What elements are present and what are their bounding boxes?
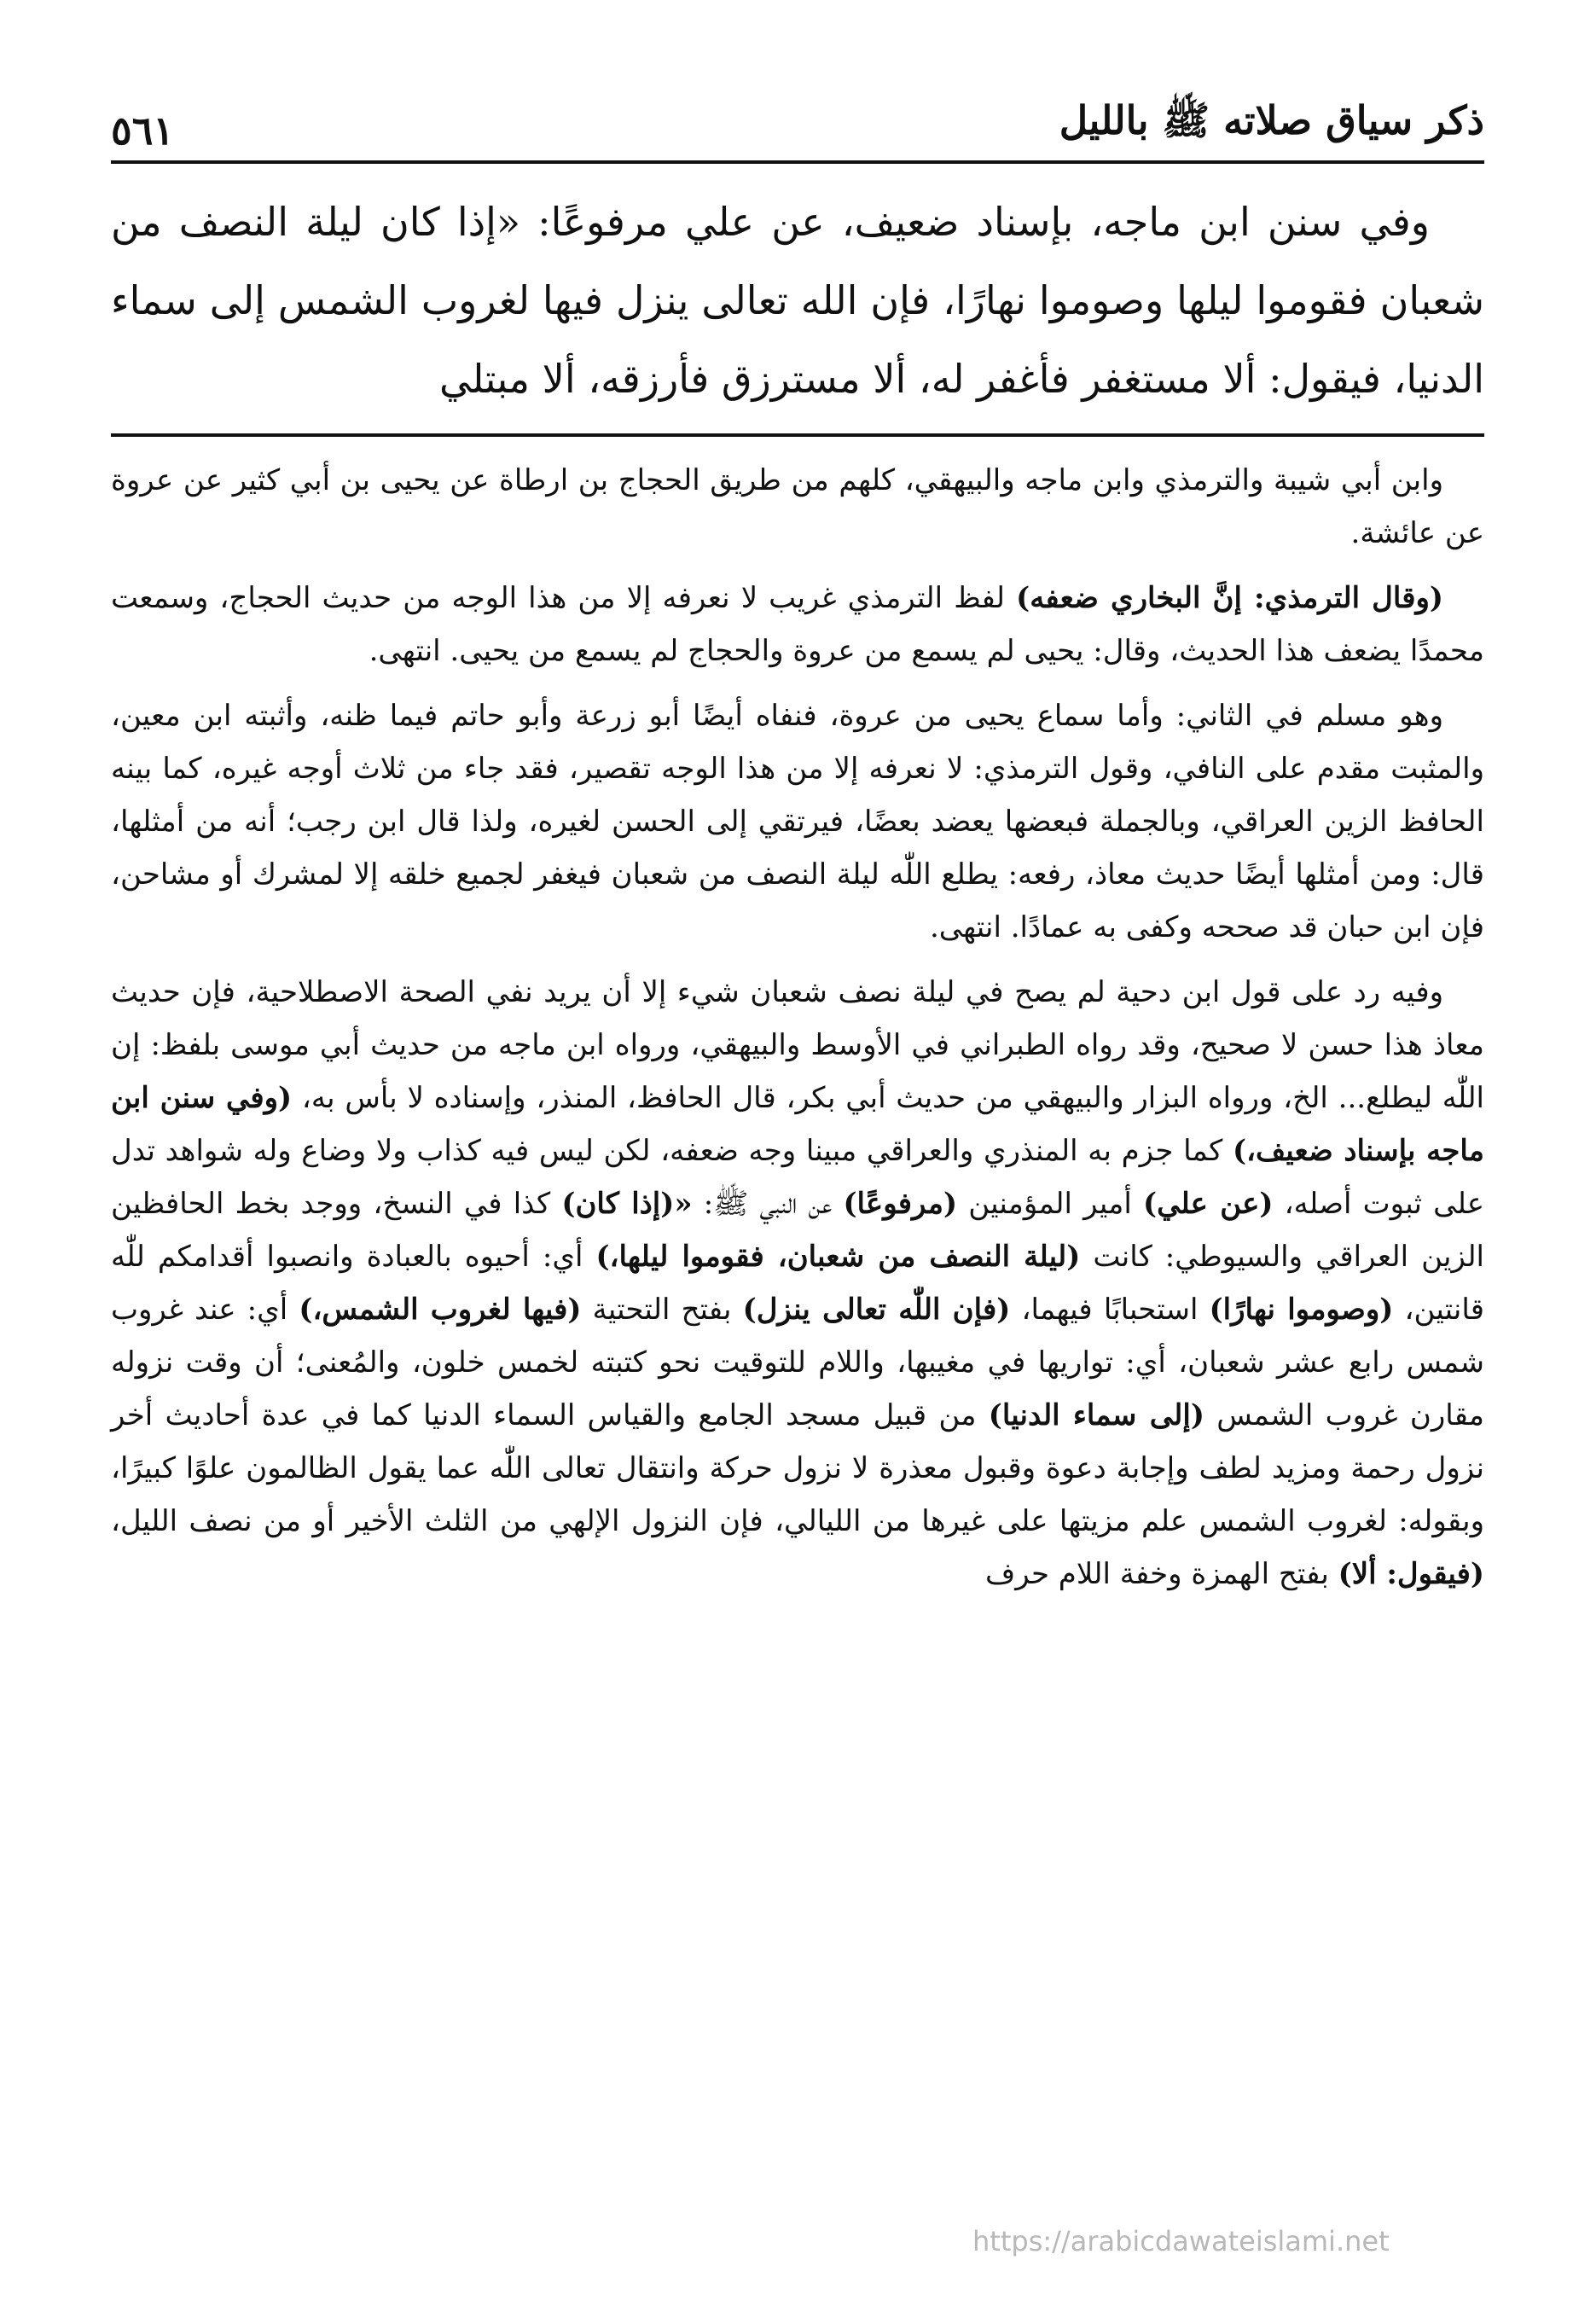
- page-number: ٥٦١: [111, 107, 175, 154]
- commentary: [111, 454, 1484, 1601]
- commentary-text: بفتح الهمزة وخفة اللام حرف: [984, 1557, 1338, 1591]
- bold-quote: (فيقول: ألا): [1338, 1557, 1484, 1591]
- bold-quote: (فيها لغروب الشمس،): [299, 1293, 582, 1327]
- commentary-text: لفظ الترمذي غريب لا نعرفه إلا من هذا الوجه من حديث الحجاج، وسمعت محمدًا يضعف هذا الحديث، وقال: يحيى لم يسمع من عروة والحجاج لم يسمع من يحيى. انتهى.: [111, 581, 1484, 668]
- page-header: [111, 77, 1484, 164]
- bold-quote: (وصوموا نهارًا): [1209, 1293, 1394, 1327]
- commentary-paragraph-3: وهو مسلم في الثاني: وأما سماع يحيى من عروة، فنفاه أيضًا أبو زرعة وأبو حاتم فيما ظنه، وأثبته ابن معين، والمثبت مقدم على النافي، وقول الترمذي: لا نعرفه إلا من هذا الوجه تقصير، فقد جاء من ثلاث أوجه غيره، كما بينه الحافظ الزين العراقي، وبالجملة فبعضها يعضد بعضًا، فيرتقي إلى الحسن لغيره، ولذا قال ابن رجب؛ أنه من أمثلها، قال: ومن أمثلها أيضًا حديث معاذ، رفعه: يطلع اللّٰه ليلة النصف من شعبان فيغفر لجميع خلقه إلا لمشرك أو مشاحن، فإن ابن حبان قد صححه وكفى به عمادًا. انتهى.: [111, 699, 1484, 944]
- bold-quote: (ليلة النصف من شعبان، فقوموا ليلها،): [595, 1240, 1081, 1274]
- commentary-text: أمير المؤمنين: [957, 1187, 1143, 1221]
- bold-quote: (إلى سماء الدنيا): [988, 1398, 1204, 1432]
- footnote-divider: [111, 433, 1484, 437]
- chapter-title: ذكر سياق صلاته ﷺ بالليل: [1059, 97, 1484, 143]
- commentary-text: وفيه رد على قول ابن دحية لم يصح في ليلة نصف شعبان شيء إلا أن يريد نفي الصحة الاصطلاحية، فإن حديث معاذ هذا حسن لا صحيح، وقد رواه الطبراني في الأوسط والبيهقي، ورواه ابن ماجه من حديث أبي موسى بلفظ: إن اللّٰه ليطلع... الخ، ورواه البزار والبيهقي من حديث أبي بكر، قال الحافظ، المنذر، وإسناده لا بأس به،: [111, 975, 1484, 1115]
- bold-quote: (فإن اللّٰه تعالى ينزل): [742, 1293, 1011, 1327]
- commentary-paragraph-4: [111, 966, 1484, 1601]
- commentary-text: أي: عند غروب شمس رابع عشر شعبان، أي: تواريها في مغيبها، واللام للتوقيت نحو كتبته لخمس خلون، والمُعنى؛ أن وقت نزوله مقارن غروب الشمس: [111, 1293, 1485, 1432]
- commentary-text: استحبابًا فيهما،: [1010, 1293, 1210, 1327]
- commentary-text: كما جزم به المنذري والعراقي مبينا وجه ضعفه، لكن ليس فيه كذاب ولا وضاع وله شواهد تدل على ثبوت أصله،: [111, 1134, 1485, 1221]
- watermark-url: https://arabicdawateislami.net: [972, 2225, 1390, 2257]
- commentary-text: بفتح التحتية: [581, 1293, 743, 1327]
- main-paragraph: وفي سنن ابن ماجه، بإسناد ضعيف، عن علي مرفوعًا: «إذا كان ليلة النصف من شعبان فقوموا ليلها وصوموا نهارًا، فإن الله تعالى ينزل فيها لغروب الشمس إلى سماء الدنيا، فيقول: ألا مستغفر فأغفر له، ألا مسترزق فأرزقه، ألا مبتلي: [111, 199, 1484, 402]
- commentary-text: كذا في النسخ، ووجد بخط الحافظين الزين العراقي والسيوطي: كانت: [111, 1187, 1485, 1274]
- bold-quote: (وقال الترمذي: إنَّ البخاري ضعفه): [1016, 581, 1444, 615]
- main-text: [111, 183, 1484, 418]
- bold-quote: (مرفوعًا): [843, 1187, 958, 1221]
- commentary-text: من قبيل مسجد الجامع والقياس السماء الدنيا كما في عدة أحاديث أخر نزول رحمة ومزيد لطف وإجابة دعوة وقبول معذرة لا نزول حركة وانتقال تعالى اللّٰه عما يقول الظالمون علوًا كبيرًا، وبقوله: لغروب الشمس علم مزيتها على غيرها من الليالي، فإن النزول الإلهي من الثلث الأخير أو من نصف الليل،: [111, 1398, 1484, 1538]
- commentary-paragraph-2: [111, 572, 1484, 677]
- commentary-paragraph-1: وابن أبي شيبة والترمذي وابن ماجه والبيهقي، كلهم من طريق الحجاج بن ارطاة عن يحيى بن أبي كثير عن عروة عن عائشة.: [111, 463, 1484, 550]
- commentary-text: أي: أحيوه بالعبادة وانصبوا أقدامكم للّٰه قانتين،: [111, 1240, 1484, 1327]
- commentary-text: عن النبي ﷺ:: [692, 1187, 844, 1221]
- book-page: [111, 77, 1484, 2261]
- bold-quote: (عن علي): [1143, 1187, 1274, 1221]
- bold-quote: (وفي سنن ابن ماجه بإسناد ضعيف،): [111, 1081, 1484, 1168]
- bold-quote: «(إذا كان): [561, 1187, 693, 1221]
